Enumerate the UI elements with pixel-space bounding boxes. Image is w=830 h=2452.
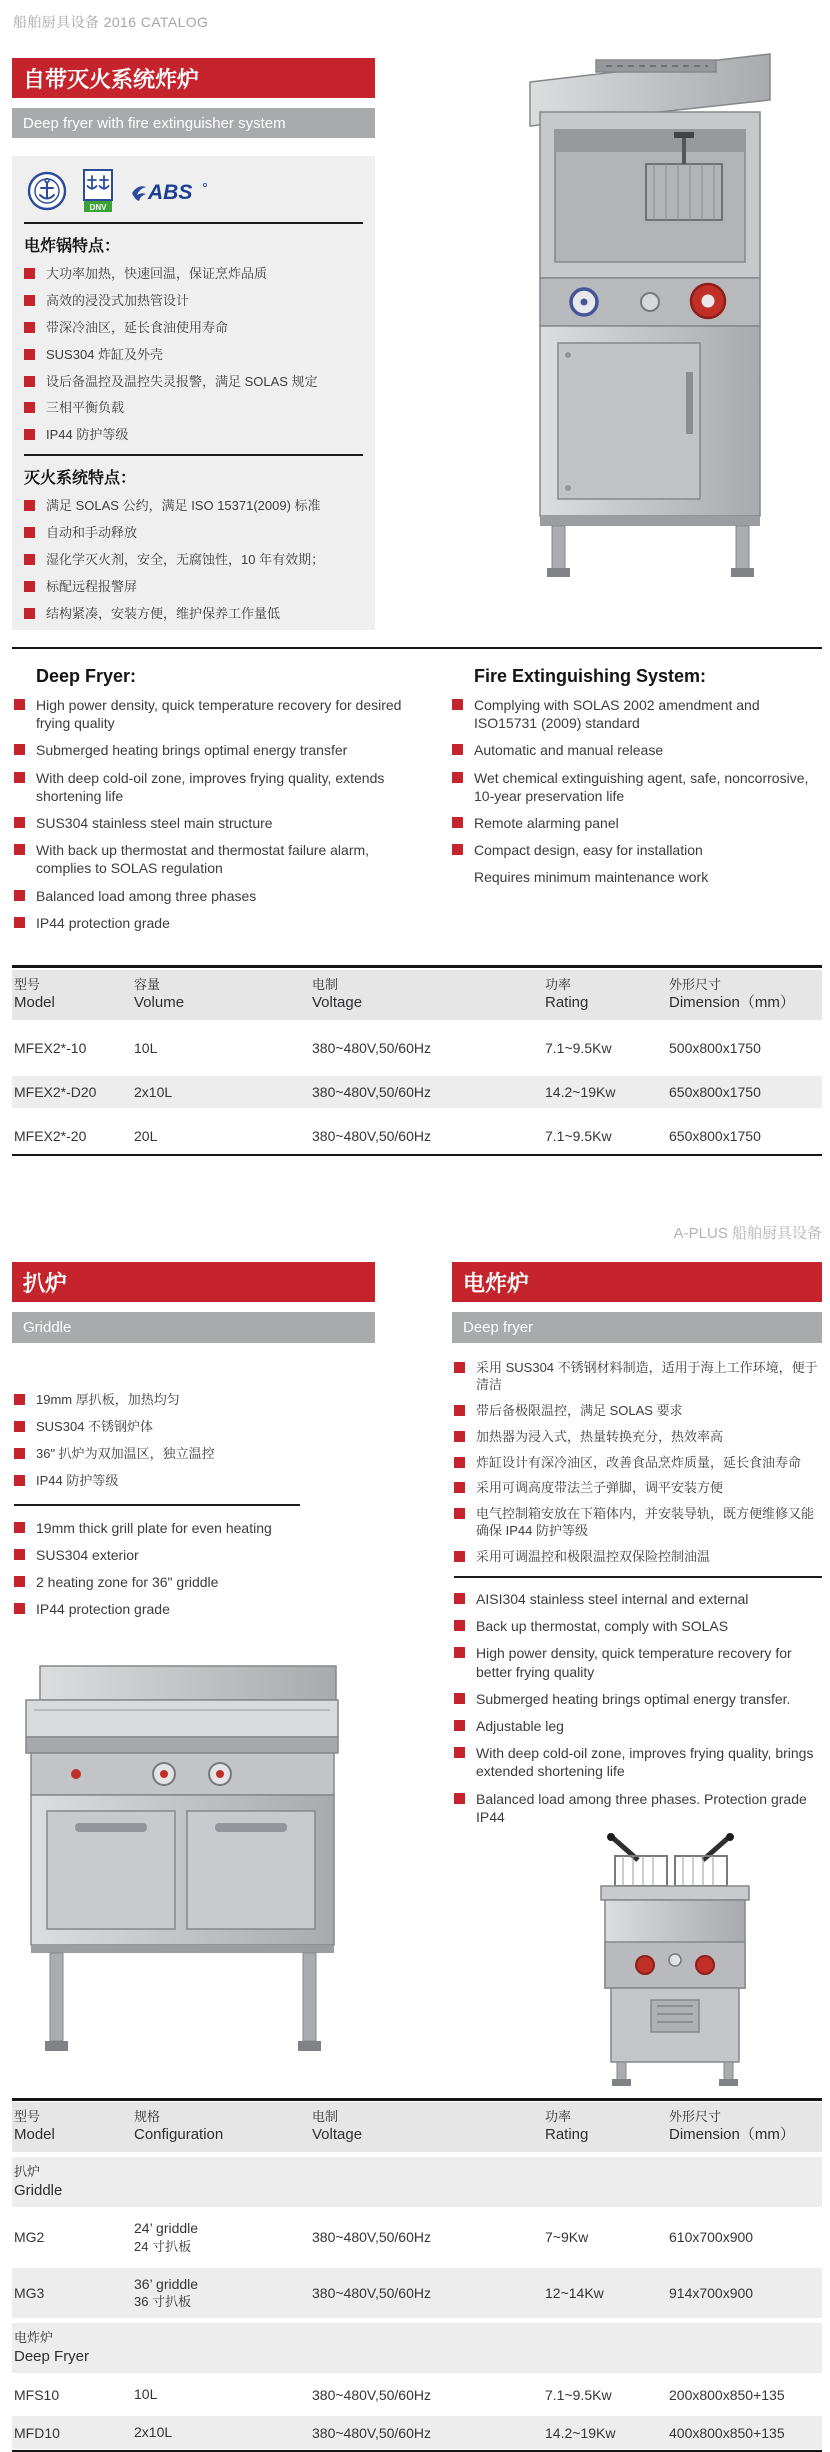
bullet-square-icon [24, 500, 35, 511]
feature-text: SUS304 stainless steel main structure [36, 814, 273, 831]
bullet-square-icon [454, 1405, 465, 1416]
bullet-square-icon [454, 1693, 465, 1704]
feature-text: 设后备温控及温控失灵报警，满足 SOLAS 规定 [46, 373, 318, 389]
feature-text: Submerged heating brings optimal energy transfer [36, 742, 348, 759]
svg-text:ABS: ABS [148, 181, 193, 204]
feature-item [452, 1590, 824, 1608]
feature-item [22, 374, 365, 391]
feature-item [452, 1617, 824, 1635]
feature-text: 加热器为浸入式，热量转换充分，热效率高 [476, 1428, 724, 1444]
bullet-square-icon [14, 844, 25, 855]
feature-text: IP44 防护等级 [46, 427, 129, 443]
bullet-square-icon [24, 349, 35, 360]
feature-item [22, 579, 365, 596]
deep-fryer-photo [553, 1832, 801, 2088]
bullet-square-icon [454, 1551, 465, 1562]
col-header-rating: 功率 Rating [543, 970, 667, 1020]
feature-text: IP44 protection grade [36, 914, 170, 931]
catalog-header: 船舶厨具设备 2016 CATALOG [13, 14, 209, 30]
table-row [12, 2212, 822, 2262]
bullet-square-icon [24, 554, 35, 565]
feature-text: IP44 防护等级 [36, 1472, 119, 1488]
extinguisher-features-cn-heading: 灭火系统特点： [24, 470, 137, 488]
feature-item [22, 427, 365, 444]
feature-item [22, 266, 365, 283]
cell-dimension: 400x800x850+135 [667, 2416, 822, 2449]
cell-dimension: 200x800x850+135 [669, 2386, 785, 2403]
bullet-square-icon [454, 1720, 465, 1731]
cell-model: MFEX2*-20 [14, 1127, 87, 1144]
feature-text: 带深冷油区，延长食油使用寿命 [46, 319, 229, 335]
cell-model: MFD10 [12, 2416, 132, 2449]
spec-table-griddle-fryer [12, 2098, 822, 2452]
cell-dimension: 610x700x900 [669, 2229, 754, 2246]
feature-text: 采用 SUS304 不锈钢材料制造，适用于海上工作环境，便于清洁 [476, 1360, 818, 1392]
feature-item [12, 1519, 375, 1537]
feature-item [12, 1573, 375, 1591]
feature-item [450, 741, 822, 759]
feature-item [452, 1429, 824, 1446]
group-label: 电炸炉 Deep Fryer [12, 2323, 822, 2373]
col-header-voltage: 电制 Voltage [310, 2102, 543, 2152]
griddle-features-column [12, 1392, 375, 1627]
feature-item [450, 814, 822, 832]
feature-item [452, 1690, 824, 1708]
feature-item [12, 696, 412, 732]
cell-model: MFS10 [14, 2386, 60, 2403]
extinguisher-en-column [450, 666, 822, 941]
feature-text: Wet chemical extinguishing agent, safe, noncorrosive, 10-year preservation life [474, 769, 809, 804]
feature-item [450, 696, 822, 732]
cell-volume: 2x10L [132, 1076, 310, 1108]
feature-text: With deep cold-oil zone, improves frying quality, extends shortening life [36, 769, 385, 804]
feature-text: SUS304 炸缸及外壳 [46, 346, 164, 362]
feature-text: 满足 SOLAS 公约，满足 ISO 15371(2009) 标准 [46, 498, 321, 514]
col-header-voltage: 电制 Voltage [310, 970, 543, 1020]
divider [14, 1504, 300, 1506]
cell-rating: 14.2~19Kw [543, 1076, 667, 1108]
feature-item [12, 1419, 375, 1436]
bullet-square-icon [14, 1448, 25, 1459]
table-row [12, 1032, 822, 1064]
feature-text: Balanced load among three phases [36, 887, 257, 904]
cell-voltage: 380~480V,50/60Hz [312, 2386, 431, 2403]
feature-item [12, 814, 412, 832]
cell-configuration: 2x10L [132, 2416, 310, 2449]
feature-text: 大功率加热，快速回温，保证烹炸品质 [46, 266, 268, 281]
feature-item [452, 1455, 824, 1472]
cell-model: MG2 [14, 2229, 45, 2246]
feature-text: Balanced load among three phases. Protection grade IP44 [476, 1790, 807, 1825]
feature-text: With deep cold-oil zone, improves frying quality, brings extended shortening life [476, 1745, 814, 1780]
feature-text: SUS304 exterior [36, 1546, 139, 1563]
cell-configuration: 36’ griddle 36 寸扒板 [132, 2268, 310, 2318]
bullet-square-icon [454, 1362, 465, 1373]
table-row [12, 2268, 822, 2318]
bullet-square-icon [14, 917, 25, 928]
feature-item [12, 914, 412, 932]
deep-fryer-en-list [12, 696, 412, 932]
feature-item [22, 525, 365, 542]
griddle-subtitle-banner: Griddle [12, 1312, 375, 1343]
extinguisher-en-list [450, 696, 822, 859]
cell-rating: 12~14Kw [543, 2268, 667, 2318]
bullet-square-icon [24, 527, 35, 538]
col-header-model: 型号 Model [12, 2102, 132, 2152]
cell-voltage: 380~480V,50/60Hz [310, 2416, 543, 2449]
bullet-square-icon [454, 1431, 465, 1442]
cell-voltage: 380~480V,50/60Hz [312, 2229, 431, 2246]
feature-text: With back up thermostat and thermostat failure alarm, complies to SOLAS regulation [36, 842, 370, 877]
bullet-square-icon [454, 1647, 465, 1658]
feature-text: SUS304 不锈钢炉体 [36, 1418, 154, 1434]
col-header-volume: 容量 Volume [132, 970, 310, 1020]
cell-dimension: 650x800x1750 [669, 1127, 761, 1144]
feature-item [12, 841, 412, 877]
cell-voltage: 380~480V,50/60Hz [310, 2268, 543, 2318]
bullet-square-icon [14, 1603, 25, 1614]
feature-text: AISI304 stainless steel internal and external [476, 1591, 749, 1608]
deep-fryer-en-heading: Deep Fryer: [36, 666, 137, 686]
feature-item [450, 841, 822, 859]
table2-header-row [12, 2102, 822, 2152]
feature-text: 炸缸设计有深冷油区，改善食品烹炸质量，延长食油寿命 [476, 1454, 802, 1470]
feature-text: High power density, quick temperature recovery for better frying quality [476, 1645, 792, 1680]
feature-text: 高效的浸没式加热管设计 [46, 292, 190, 308]
feature-text: 自动和手动释放 [46, 525, 138, 541]
feature-text: Submerged heating brings optimal energy transfer. [476, 1690, 791, 1707]
fryer2-features-cn-list [452, 1360, 824, 1566]
cell-rating: 14.2~19Kw [543, 2416, 667, 2449]
bullet-square-icon [24, 429, 35, 440]
feature-item [452, 1644, 824, 1680]
feature-text: Compact design, easy for installation [474, 842, 703, 859]
bullet-square-icon [14, 1421, 25, 1432]
griddle-features-en-list [12, 1519, 375, 1619]
feature-text: Automatic and manual release [474, 742, 664, 759]
cell-rating: 7~9Kw [545, 2229, 589, 2246]
feature-item [452, 1790, 824, 1826]
feature-text: 电气控制箱安放在下箱体内，并安装导轨，既方便维修又能确保 IP44 防护等级 [476, 1506, 815, 1539]
table-row [12, 1076, 822, 1108]
bullet-square-icon [454, 1747, 465, 1758]
cell-model: MFEX2*-D20 [12, 1076, 132, 1108]
abs-logo-icon [128, 177, 210, 205]
feature-item [22, 347, 365, 364]
feature-text: Remote alarming panel [474, 814, 619, 831]
bullet-square-icon [452, 744, 463, 755]
feature-text: 三相平衡负载 [46, 400, 125, 416]
feature-item [450, 769, 822, 805]
feature-text: 采用可调温控和极限温控双保险控制油温 [476, 1549, 711, 1565]
feature-text: 36" 扒炉为双加温区，独立温控 [36, 1445, 215, 1461]
table1-header-row [12, 970, 822, 1020]
col-header-model: 型号 Model [12, 970, 132, 1020]
divider [24, 222, 363, 224]
feature-item [12, 887, 412, 905]
bullet-square-icon [452, 844, 463, 855]
table-row [12, 2416, 822, 2449]
bullet-square-icon [454, 1457, 465, 1468]
extinguisher-en-heading: Fire Extinguishing System: [474, 666, 707, 686]
bullet-square-icon [454, 1793, 465, 1804]
feature-text: Complying with SOLAS 2002 amendment and ISO15731 (2009) standard [474, 697, 760, 732]
fryer-extinguisher-photo [468, 40, 802, 585]
cell-volume: 10L [134, 1039, 158, 1056]
feature-item [22, 552, 365, 569]
feature-item [12, 1392, 375, 1409]
bullet-square-icon [24, 322, 35, 333]
feature-item [12, 741, 412, 759]
feature-item [12, 1546, 375, 1564]
cell-volume: 20L [134, 1127, 158, 1144]
bullet-square-icon [14, 1549, 25, 1560]
feature-text: 2 heating zone for 36" griddle [36, 1573, 219, 1590]
bullet-square-icon [24, 608, 35, 619]
english-features-section [12, 666, 822, 941]
bullet-square-icon [14, 772, 25, 783]
extinguisher-en-footnote: Requires minimum maintenance work [474, 869, 709, 886]
fryer-features-cn-list [22, 266, 365, 444]
bullet-square-icon [454, 1593, 465, 1604]
cell-configuration: 10L [134, 2386, 158, 2403]
spec-table-fryer-extinguisher [12, 965, 822, 1156]
feature-text: IP44 protection grade [36, 1601, 170, 1618]
cell-model: MFEX2*-10 [14, 1039, 87, 1056]
fryer-features-cn-heading: 电炸锅特点： [24, 238, 121, 255]
feature-text: 标配远程报警屏 [46, 578, 138, 594]
bullet-square-icon [24, 402, 35, 413]
feature-text: 19mm 厚扒板，加热均匀 [36, 1392, 180, 1407]
feature-text: 湿化学灭火剂，安全，无腐蚀性，10 年有效期； [46, 552, 325, 568]
col-header-rating: 功率 Rating [543, 2102, 667, 2152]
extinguisher-features-cn-list [22, 498, 365, 622]
fryer2-subtitle-banner: Deep fryer [452, 1312, 822, 1343]
feature-item [22, 293, 365, 310]
feature-item [22, 320, 365, 337]
bullet-square-icon [454, 1508, 465, 1519]
fryer2-features-en-list [452, 1590, 824, 1826]
feature-text: Back up thermostat, comply with SOLAS [476, 1618, 729, 1635]
feature-item [12, 1473, 375, 1490]
deep-fryer-en-column [12, 666, 412, 941]
feature-item [452, 1744, 824, 1780]
feature-item [452, 1549, 824, 1566]
cell-dimension: 914x700x900 [667, 2268, 822, 2318]
feature-item [12, 1600, 375, 1618]
bullet-square-icon [14, 699, 25, 710]
feature-text: 带后备极限温控，满足 SOLAS 要求 [476, 1402, 683, 1418]
cell-rating: 7.1~9.5Kw [545, 1127, 612, 1144]
cell-voltage: 380~480V,50/60Hz [312, 1127, 431, 1144]
brand-note: A-PLUS 船舶厨具设备 [673, 1225, 822, 1242]
feature-text: Adjustable leg [476, 1717, 564, 1734]
fryer2-features-column [452, 1360, 824, 1835]
table-row [12, 2378, 822, 2411]
cell-model: MG3 [12, 2268, 132, 2318]
griddle-photo [14, 1652, 352, 2084]
fryer2-title-banner: 电炸炉 [452, 1262, 822, 1302]
bullet-square-icon [24, 581, 35, 592]
divider [454, 1576, 822, 1578]
feature-text: 采用可调高度带法兰子弹脚，调平安装方便 [476, 1480, 724, 1496]
bullet-square-icon [14, 744, 25, 755]
feature-item [452, 1717, 824, 1735]
group-row-deep-fryer [12, 2323, 822, 2373]
feature-item [12, 1446, 375, 1463]
cell-rating: 7.1~9.5Kw [545, 1039, 612, 1056]
feature-item [22, 606, 365, 623]
divider [24, 454, 363, 456]
dnv-logo-icon [83, 169, 113, 213]
svg-text:DNV: DNV [89, 203, 107, 212]
bullet-square-icon [24, 295, 35, 306]
col-header-dimension: 外形尺寸 Dimension（mm） [667, 970, 822, 1020]
bullet-square-icon [452, 699, 463, 710]
feature-item [22, 400, 365, 417]
feature-item [452, 1480, 824, 1497]
bullet-square-icon [24, 376, 35, 387]
feature-item [452, 1403, 824, 1420]
bullet-square-icon [452, 817, 463, 828]
col-header-dimension: 外形尺寸 Dimension（mm） [667, 2102, 822, 2152]
product1-subtitle-banner: Deep fryer with fire extinguisher system [12, 108, 375, 138]
feature-item [12, 769, 412, 805]
bullet-square-icon [14, 890, 25, 901]
cell-voltage: 380~480V,50/60Hz [312, 1039, 431, 1056]
divider [12, 647, 822, 649]
cell-dimension: 650x800x1750 [667, 1076, 822, 1108]
bullet-square-icon [452, 772, 463, 783]
griddle-features-cn-list [12, 1392, 375, 1490]
feature-text: High power density, quick temperature recovery for desired frying quality [36, 697, 402, 732]
feature-text: 19mm thick grill plate for even heating [36, 1519, 272, 1536]
product1-title-banner: 自带灭火系统炸炉 [12, 58, 375, 98]
bullet-square-icon [14, 1576, 25, 1587]
group-label: 扒炉 Griddle [12, 2157, 822, 2207]
col-header-configuration: 规格 Configuration [132, 2102, 310, 2152]
ccs-logo-icon [26, 170, 68, 212]
bullet-square-icon [14, 1475, 25, 1486]
cell-voltage: 380~480V,50/60Hz [310, 1076, 543, 1108]
certification-logos [26, 168, 365, 214]
bullet-square-icon [14, 1394, 25, 1405]
feature-item [452, 1506, 824, 1540]
bullet-square-icon [454, 1620, 465, 1631]
cell-dimension: 500x800x1750 [669, 1039, 761, 1056]
group-row-griddle [12, 2157, 822, 2207]
bullet-square-icon [14, 1522, 25, 1533]
bullet-square-icon [454, 1482, 465, 1493]
bullet-square-icon [24, 268, 35, 279]
feature-item [452, 1360, 824, 1394]
cell-rating: 7.1~9.5Kw [545, 2386, 612, 2403]
cell-configuration: 24’ griddle 24 寸扒板 [134, 2220, 199, 2255]
feature-item [22, 498, 365, 515]
griddle-title-banner: 扒炉 [12, 1262, 375, 1302]
product1-features-panel [12, 156, 375, 630]
feature-text: 结构紧凑，安装方便，维护保养工作量低 [46, 605, 281, 621]
bullet-square-icon [14, 817, 25, 828]
table-row [12, 1120, 822, 1152]
